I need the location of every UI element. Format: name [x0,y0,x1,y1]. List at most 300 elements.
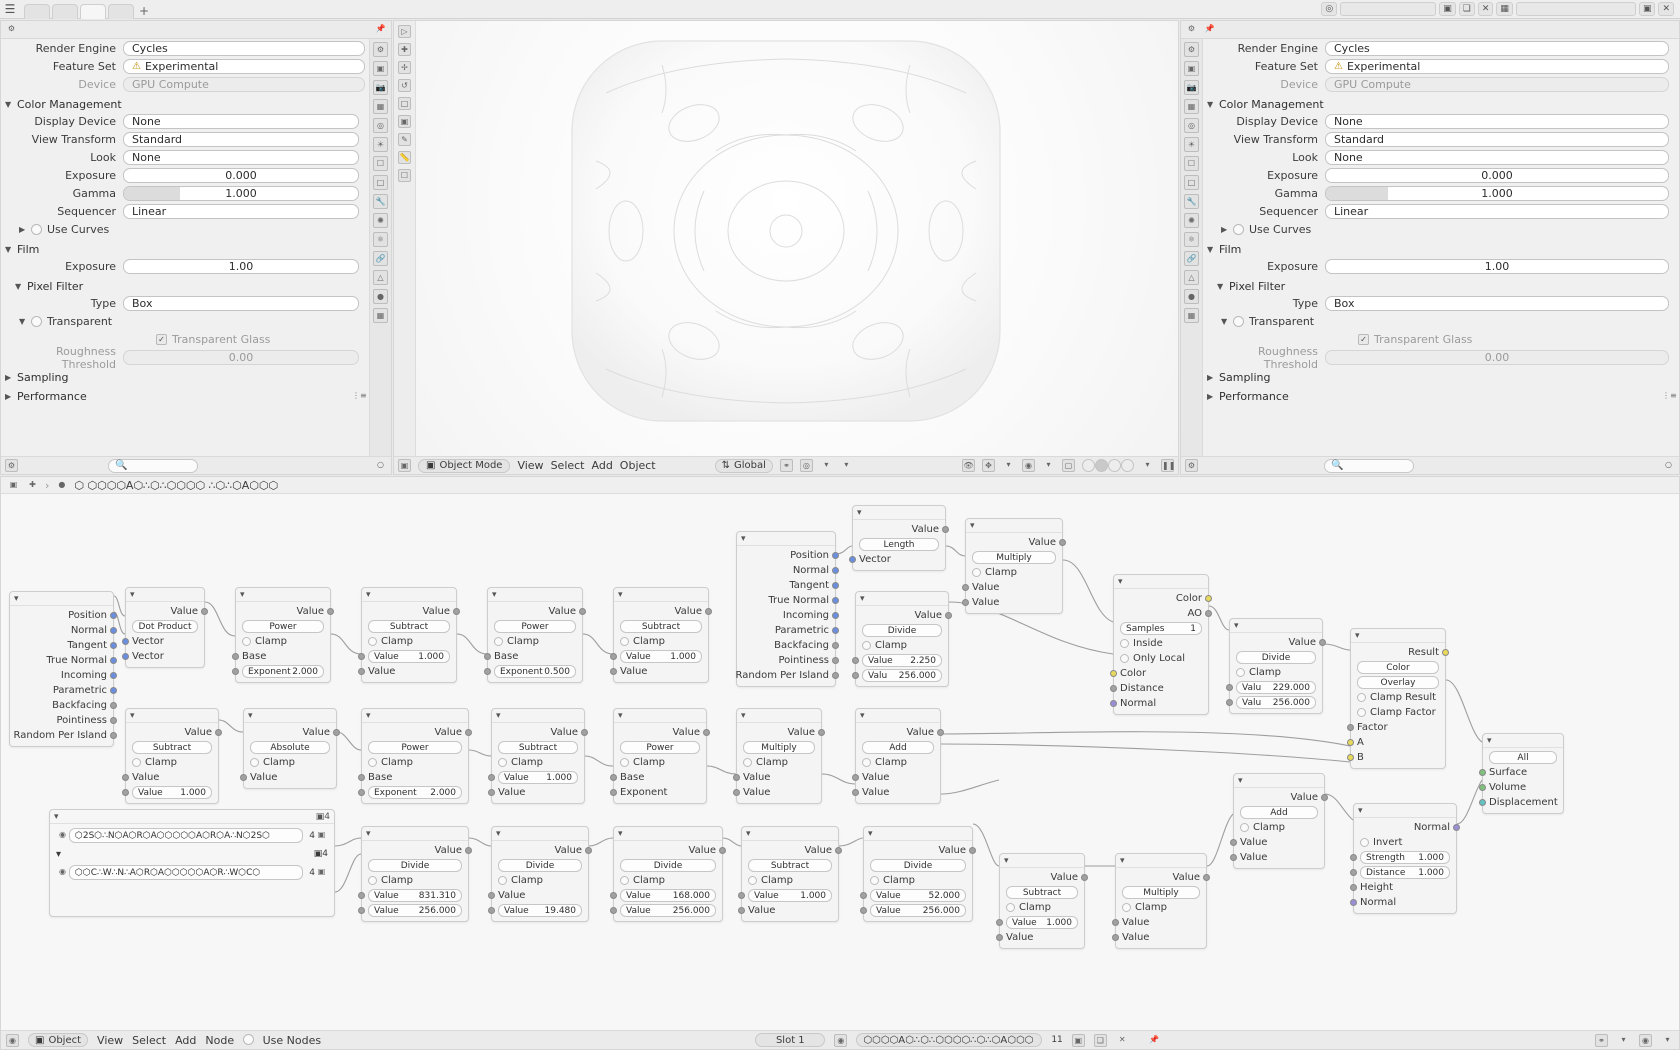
workspace-tab-2[interactable] [52,4,78,19]
node-multiply-1[interactable] [965,518,1063,614]
node-target-dropdown[interactable]: All [1483,750,1563,765]
socket[interactable] [832,642,839,649]
node-only-local-toggle[interactable]: Only Local [1114,651,1208,666]
socket[interactable] [852,774,859,781]
filter-icon[interactable]: ○ [376,460,384,469]
view-transform-dropdown[interactable]: Standard [1325,132,1669,147]
transparent-glass-checkbox[interactable] [156,334,167,345]
editor-type-icon[interactable]: ⚙ [1185,459,1198,472]
performance-section[interactable] [5,388,365,404]
node-clamp-toggle[interactable]: Clamp [492,873,588,888]
use-curves-row[interactable] [1221,221,1675,238]
node-clamp-toggle[interactable]: Clamp [362,755,468,770]
socket[interactable] [835,847,842,854]
socket[interactable] [733,789,740,796]
unlink-material-icon[interactable]: ✕ [1118,1034,1126,1044]
node-samples-field[interactable]: Samples 1 [1114,621,1208,636]
node-operation-dropdown[interactable]: Dot Product [126,619,204,634]
node-header[interactable]: ▾ [737,532,835,546]
snap-dropdown-icon[interactable]: ▾ [824,460,829,469]
film-section[interactable] [5,241,365,257]
node-header[interactable]: ▾ [737,709,821,723]
node-header[interactable]: ▾ [126,709,218,723]
socket[interactable] [969,847,976,854]
socket[interactable] [358,892,365,899]
node-clamp-toggle[interactable]: Clamp [1230,665,1322,680]
socket[interactable] [232,668,239,675]
socket[interactable] [110,612,117,619]
socket[interactable] [215,729,222,736]
tab-world-icon[interactable]: ☀ [373,137,388,152]
socket[interactable] [110,732,117,739]
tab-particles-icon[interactable]: ✺ [373,213,388,228]
socket[interactable] [201,608,208,615]
tab-physics-icon[interactable]: ⚛ [1184,232,1199,247]
new-viewlayer-button[interactable]: ▣ [1639,2,1656,16]
socket[interactable] [703,729,710,736]
gamma-slider[interactable] [1325,186,1669,201]
node-operation-dropdown[interactable]: Add [1234,805,1324,820]
socket[interactable] [122,653,129,660]
node-operation-dropdown[interactable]: Multiply [966,550,1062,565]
socket[interactable] [1059,539,1066,546]
socket[interactable] [1112,919,1119,926]
socket[interactable] [610,774,617,781]
socket[interactable] [1479,784,1486,791]
node-clamp-toggle[interactable]: Clamp [614,755,706,770]
node-clamp-toggle[interactable]: Clamp [737,755,821,770]
socket[interactable] [488,907,495,914]
use-curves-checkbox[interactable] [31,224,42,235]
socket[interactable] [818,729,825,736]
node-vector-length[interactable] [852,505,946,571]
move-tool-icon[interactable]: ✢ [398,61,411,74]
socket[interactable] [1347,724,1354,731]
socket[interactable] [358,907,365,914]
node-clamp-toggle[interactable]: Clamp [1116,900,1206,915]
mode-selector[interactable] [418,459,510,473]
node-header[interactable]: ▾ [614,827,722,841]
node-header[interactable]: ▾ [236,588,330,602]
exposure-slider[interactable] [123,168,359,183]
menu-view[interactable]: View [97,1033,124,1047]
node-header[interactable]: ▾ [1483,734,1563,748]
shading-dropdown-icon[interactable]: ▾ [1145,460,1150,469]
gizmo-dropdown-icon[interactable]: ▾ [1006,460,1011,469]
workspace-tab-3[interactable] [80,4,106,19]
socket[interactable] [852,672,859,679]
socket[interactable] [122,638,129,645]
menu-view[interactable]: View [517,459,544,472]
socket[interactable] [232,653,239,660]
node-operation-dropdown[interactable]: Divide [614,858,722,873]
socket[interactable] [610,668,617,675]
socket[interactable] [1205,610,1212,617]
image-browse-icon[interactable]: ◉ [59,867,66,876]
visibility-icon[interactable]: 👁 [963,461,974,470]
node-header[interactable]: ▾ [1114,575,1208,589]
node-bump[interactable] [1353,803,1457,914]
proportional-icon[interactable]: ◎ [800,459,813,472]
node-strength-field[interactable]: Strength 1.000 [1354,850,1456,865]
use-curves-checkbox[interactable] [1233,224,1244,235]
socket[interactable] [453,608,460,615]
menu-select[interactable]: Select [132,1033,167,1047]
node-clamp-toggle[interactable]: Clamp [864,873,972,888]
snap-icon[interactable]: ⚭ [1595,1034,1608,1047]
socket[interactable] [579,608,586,615]
socket[interactable] [1203,874,1210,881]
socket[interactable] [852,789,859,796]
node-clamp-result-toggle[interactable]: Clamp Result [1351,690,1445,705]
socket[interactable] [1347,754,1354,761]
pixel-filter-section[interactable] [15,278,365,294]
sequencer-dropdown[interactable]: Linear [1325,204,1669,219]
tab-particles-icon[interactable]: ✺ [1184,213,1199,228]
tab-constraint-icon[interactable]: 🔗 [1184,251,1199,266]
node-header[interactable]: ▾ [1351,629,1445,643]
node-operation-dropdown[interactable]: Divide [362,858,468,873]
node-subtract-2[interactable] [613,587,709,683]
node-ambient-occlusion[interactable] [1113,574,1209,715]
socket[interactable] [996,919,1003,926]
performance-section[interactable] [1207,388,1675,404]
scene-icon[interactable]: ◎ [1321,2,1337,16]
tab-data-icon[interactable]: △ [373,270,388,285]
editor-type-icon[interactable]: ⚙ [5,459,18,472]
tab-modifier-icon[interactable]: 🔧 [373,194,388,209]
workspace-tab-1[interactable] [24,4,50,19]
socket[interactable] [585,847,592,854]
transparent-glass-checkbox[interactable] [1358,334,1369,345]
look-dropdown[interactable]: None [123,150,359,165]
socket[interactable] [610,907,617,914]
socket[interactable] [610,653,617,660]
view-transform-dropdown[interactable]: Standard [123,132,359,147]
node-clamp-factor-toggle[interactable]: Clamp Factor [1351,705,1445,720]
socket[interactable] [832,552,839,559]
workspace-tab-4[interactable] [108,4,134,19]
image-users-1[interactable]: 4 [309,830,315,841]
tab-texture-icon[interactable]: ▦ [373,308,388,323]
gizmo-icon[interactable]: ✥ [982,459,995,472]
overlays-dropdown-icon[interactable]: ▾ [1665,1034,1670,1044]
tab-object-icon[interactable]: □ [373,175,388,190]
shading-material-button[interactable] [1108,459,1121,472]
annotate-tool-icon[interactable]: ✎ [398,133,411,146]
node-operation-dropdown[interactable]: Multiply [1116,885,1206,900]
slot-dropdown[interactable] [755,1033,825,1047]
socket[interactable] [1350,854,1357,861]
tab-tool-icon[interactable]: ⚙ [373,42,388,57]
sequencer-dropdown[interactable]: Linear [123,204,359,219]
node-divide-3[interactable] [361,826,469,922]
gamma-slider[interactable] [123,186,359,201]
node-operation-dropdown[interactable]: Length [853,537,945,552]
socket[interactable] [832,612,839,619]
overlays-icon[interactable]: ◉ [1022,459,1035,472]
socket[interactable] [488,774,495,781]
node-clamp-toggle[interactable]: Clamp [1234,820,1324,835]
node-header[interactable]: ▾ [492,709,584,723]
transparent-glass-row[interactable] [1358,331,1675,348]
socket[interactable] [1347,739,1354,746]
tab-tool-icon[interactable]: ⚙ [1184,42,1199,57]
tab-constraint-icon[interactable]: 🔗 [373,251,388,266]
use-nodes-checkbox[interactable] [243,1034,254,1045]
delete-scene-button[interactable]: ✕ [1478,2,1494,16]
socket[interactable] [110,657,117,664]
node-material-output[interactable] [1482,733,1564,814]
node-clamp-toggle[interactable]: Clamp [492,755,584,770]
node-operation-dropdown[interactable]: Subtract [742,858,838,873]
film-exposure-field[interactable] [123,259,359,274]
tab-viewlayer-icon[interactable]: ▦ [1184,99,1199,114]
node-header[interactable]: ▾ [1234,774,1324,788]
exposure-slider[interactable] [1325,168,1669,183]
node-image-texture-group[interactable] [49,809,335,917]
socket[interactable] [860,892,867,899]
rotate-tool-icon[interactable]: ↺ [398,79,411,92]
node-clamp-toggle[interactable]: Clamp [362,634,456,649]
snap-dropdown-icon[interactable]: ▾ [1621,1034,1626,1044]
image-browse-icon[interactable]: ◉ [59,830,66,839]
node-clamp-toggle[interactable]: Clamp [362,873,468,888]
use-curves-row[interactable] [19,221,365,238]
socket[interactable] [1230,839,1237,846]
tab-scene-icon[interactable]: ◎ [1184,118,1199,133]
pause-icon[interactable]: ❚❚ [1162,461,1176,470]
node-add-1[interactable] [855,708,941,804]
socket[interactable] [945,612,952,619]
node-power-2[interactable] [487,587,583,683]
socket[interactable] [1205,595,1212,602]
node-clamp-toggle[interactable]: Clamp [236,634,330,649]
socket[interactable] [1110,670,1117,677]
node-header[interactable]: ▾ [856,592,948,606]
node-divide-5[interactable] [613,826,723,922]
viewlayer-icon[interactable]: ▦ [1496,2,1513,16]
node-subtract-1[interactable] [361,587,457,683]
tab-material-icon[interactable]: ● [1184,289,1199,304]
socket[interactable] [832,597,839,604]
socket[interactable] [581,729,588,736]
socket[interactable] [110,627,117,634]
measure-tool-icon[interactable]: 📏 [399,153,410,162]
socket[interactable] [996,934,1003,941]
tab-modifier-icon[interactable]: 🔧 [1184,194,1199,209]
node-invert-toggle[interactable]: Invert [1354,835,1456,850]
node-header[interactable]: ▾ [492,827,588,841]
xray-icon[interactable]: ▢ [1062,459,1075,472]
socket[interactable] [832,657,839,664]
socket[interactable] [240,774,247,781]
tab-collection-icon[interactable]: ☐ [373,156,388,171]
node-header[interactable]: ▾ ▣ 4 [50,810,334,824]
socket[interactable] [832,672,839,679]
socket[interactable] [1226,684,1233,691]
node-divide-2[interactable] [1229,618,1323,714]
select-tool-icon[interactable]: ▷ [398,25,411,38]
socket[interactable] [1350,869,1357,876]
node-operation-dropdown[interactable]: Subtract [1000,885,1084,900]
node-clamp-toggle[interactable]: Clamp [856,638,948,653]
falloff-dropdown-icon[interactable]: ▾ [844,460,849,469]
node-power-1[interactable] [235,587,331,683]
node-operation-dropdown[interactable]: Power [236,619,330,634]
tab-output-icon[interactable]: 📷 [1184,80,1199,95]
tab-render-icon[interactable]: ▣ [373,61,388,76]
socket[interactable] [937,729,944,736]
image-datablock-row-2[interactable] [50,863,334,882]
node-clamp-toggle[interactable]: Clamp [614,634,708,649]
node-power-4[interactable] [613,708,707,804]
add-workspace-button[interactable]: + [138,3,150,18]
node-header[interactable]: ▾ [1000,854,1084,868]
node-operation-dropdown[interactable]: Power [362,740,468,755]
menu-add[interactable]: Add [591,459,613,472]
socket[interactable] [962,599,969,606]
socket[interactable] [1453,824,1460,831]
socket[interactable] [484,653,491,660]
socket[interactable] [1110,700,1117,707]
node-operation-dropdown[interactable]: Subtract [362,619,456,634]
socket[interactable] [110,687,117,694]
node-dot-product[interactable] [125,587,205,668]
socket[interactable] [1081,874,1088,881]
socket[interactable] [849,556,856,563]
node-operation-dropdown[interactable]: Divide [856,623,948,638]
material-browse-icon[interactable]: ◉ [834,1034,847,1047]
socket[interactable] [1112,934,1119,941]
render-engine-dropdown[interactable]: Cycles [1325,41,1669,56]
film-exposure-field[interactable] [1325,259,1669,274]
socket[interactable] [852,657,859,664]
tab-material-icon[interactable]: ● [373,289,388,304]
socket[interactable] [738,907,745,914]
socket[interactable] [1479,799,1486,806]
image-users-2[interactable]: 4 [309,867,315,878]
copy-scene-button[interactable]: ❏ [1459,2,1475,16]
socket[interactable] [1350,884,1357,891]
socket[interactable] [484,668,491,675]
socket[interactable] [1321,794,1328,801]
node-clamp-toggle[interactable]: Clamp [488,634,582,649]
pin-icon[interactable]: 📌 [1204,24,1215,33]
node-canvas[interactable] [1,494,1679,1030]
options-icon[interactable]: ⋮≡ [1662,390,1677,400]
socket[interactable] [465,847,472,854]
new-scene-button[interactable]: ▣ [1439,2,1456,16]
node-operation-dropdown[interactable]: Subtract [614,619,708,634]
socket[interactable] [1350,899,1357,906]
search-input[interactable] [108,459,198,473]
hamburger-icon[interactable]: ☰ [4,2,16,16]
menu-object[interactable]: Object [619,459,656,472]
node-mix-color[interactable] [1350,628,1446,769]
node-clamp-toggle[interactable]: Clamp [742,873,838,888]
node-header[interactable]: ▾ [10,592,113,606]
pixel-filter-type-dropdown[interactable]: Box [123,296,359,311]
socket[interactable] [860,907,867,914]
color-management-section[interactable] [1207,96,1675,112]
node-header[interactable]: ▾ [126,588,204,602]
scene-field[interactable] [1340,2,1436,16]
node-divide-4[interactable] [491,826,589,922]
socket[interactable] [358,653,365,660]
socket[interactable] [1319,639,1326,646]
tab-physics-icon[interactable]: ⚛ [373,232,388,247]
search-input[interactable] [1324,459,1414,473]
remove-viewlayer-button[interactable]: ✕ [1658,2,1674,16]
node-geometry-2[interactable] [736,531,836,687]
viewport-canvas[interactable] [394,21,1178,456]
socket[interactable] [488,892,495,899]
node-operation-dropdown[interactable]: Divide [864,858,972,873]
socket[interactable] [488,789,495,796]
tab-output-icon[interactable]: 📷 [373,80,388,95]
film-section[interactable] [1207,241,1675,257]
pixel-filter-type-dropdown[interactable]: Box [1325,296,1669,311]
socket[interactable] [358,774,365,781]
transparent-checkbox[interactable] [31,316,42,327]
node-operation-dropdown[interactable]: Subtract [126,740,218,755]
feature-set-dropdown[interactable] [123,59,365,74]
material-users-count[interactable]: 11 [1051,1035,1063,1045]
node-clamp-toggle[interactable]: Clamp [614,873,722,888]
new-material-icon[interactable]: ❏ [1094,1034,1107,1047]
sampling-section[interactable] [5,369,365,385]
sampling-section[interactable] [1207,369,1675,385]
node-operation-dropdown[interactable]: Power [614,740,706,755]
tab-render-icon[interactable]: ▣ [1184,61,1199,76]
node-operation-dropdown[interactable]: Power [488,619,582,634]
tab-object-icon[interactable]: □ [1184,175,1199,190]
node-operation-dropdown[interactable]: Multiply [737,740,821,755]
node-operation-dropdown[interactable]: Subtract [492,740,584,755]
node-header[interactable]: ▾ [362,588,456,602]
fake-user-icon[interactable]: ▣ [1072,1034,1085,1047]
node-power-3[interactable] [361,708,469,804]
options-icon[interactable]: ⋮≡ [352,390,367,400]
socket[interactable] [942,526,949,533]
node-divide-1[interactable] [855,591,949,687]
node-clamp-toggle[interactable]: Clamp [966,565,1062,580]
tab-collection-icon[interactable]: ☐ [1184,156,1199,171]
node-header[interactable]: ▾ [614,709,706,723]
cursor-tool-icon[interactable]: ✚ [398,43,411,56]
node-subtract-4[interactable] [491,708,585,804]
node-header[interactable]: ▾ [853,506,945,520]
node-blendmode-dropdown[interactable]: Overlay [1351,675,1445,690]
node-multiply-3[interactable] [1115,853,1207,949]
editor-type-icon[interactable]: ⚙ [1187,24,1196,33]
pin-icon[interactable]: 📌 [375,24,386,33]
shield-icon[interactable]: ▣ [317,867,326,876]
scale-tool-icon[interactable]: □ [398,97,411,110]
use-nodes-toggle[interactable] [243,1034,321,1047]
node-header[interactable]: ▾ [1354,804,1456,818]
node-operation-dropdown[interactable]: Divide [1230,650,1322,665]
display-device-dropdown[interactable]: None [1325,114,1669,129]
node-header[interactable]: ▾ [856,709,940,723]
transparent-row[interactable] [1221,313,1675,330]
socket[interactable] [465,729,472,736]
viewlayer-field[interactable] [1516,2,1636,16]
editor-type-icon[interactable]: ▣ [398,459,411,472]
node-multiply-2[interactable] [736,708,822,804]
node-header[interactable]: ▾ [742,827,838,841]
